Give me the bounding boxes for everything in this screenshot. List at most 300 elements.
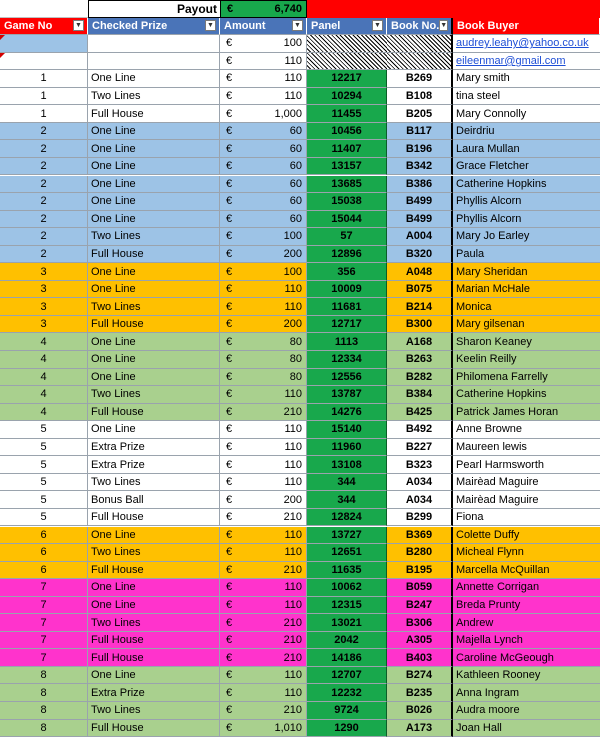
book-cell[interactable] <box>387 579 453 597</box>
amount-cell[interactable] <box>220 105 307 123</box>
book-cell[interactable] <box>387 193 453 211</box>
prize-cell[interactable] <box>88 228 220 246</box>
buyer-name: Mary smith <box>456 72 510 85</box>
buyer-cell[interactable] <box>453 228 600 246</box>
amount-cell[interactable] <box>220 228 307 246</box>
game-cell[interactable] <box>0 246 88 264</box>
panel-number: 12232 <box>331 686 362 699</box>
buyer-cell[interactable] <box>453 263 600 281</box>
amount-cell[interactable] <box>220 404 307 422</box>
prize-cell[interactable] <box>88 527 220 545</box>
game-number: 6 <box>40 563 47 576</box>
panel-cell[interactable] <box>307 684 387 702</box>
buyer-cell[interactable] <box>453 527 600 545</box>
game-cell[interactable] <box>0 333 88 351</box>
payout-value[interactable] <box>220 0 307 18</box>
book-number: B263 <box>405 353 433 366</box>
prize-cell[interactable] <box>88 404 220 422</box>
amount-cell[interactable] <box>220 491 307 509</box>
book-number: B369 <box>405 528 433 541</box>
panel-cell[interactable] <box>307 193 387 211</box>
buyer-name: Marcella McQuillan <box>456 563 550 576</box>
game-cell[interactable] <box>0 211 88 229</box>
game-cell[interactable] <box>0 140 88 158</box>
prize-name: One Line <box>91 581 136 594</box>
game-cell[interactable] <box>0 544 88 562</box>
book-cell[interactable] <box>387 720 453 738</box>
panel-cell[interactable] <box>307 702 387 720</box>
panel-cell[interactable] <box>307 439 387 457</box>
buyer-cell[interactable] <box>453 649 600 667</box>
book-cell[interactable] <box>387 456 453 474</box>
panel-cell[interactable] <box>307 281 387 299</box>
panel-cell[interactable] <box>307 70 387 88</box>
panel-cell[interactable] <box>307 123 387 141</box>
game-cell[interactable] <box>0 316 88 334</box>
prize-cell[interactable] <box>88 123 220 141</box>
amount-cell[interactable] <box>220 456 307 474</box>
game-cell[interactable] <box>0 491 88 509</box>
table-row <box>0 614 600 632</box>
game-cell[interactable] <box>0 667 88 685</box>
amount-cell[interactable] <box>220 562 307 580</box>
prize-cell[interactable] <box>88 474 220 492</box>
prize-cell[interactable] <box>88 53 220 71</box>
panel-cell[interactable] <box>307 720 387 738</box>
panel-cell[interactable] <box>307 632 387 650</box>
amount-value: 60 <box>289 125 302 138</box>
buyer-cell[interactable] <box>453 193 600 211</box>
book-cell[interactable] <box>387 597 453 615</box>
buyer-cell[interactable] <box>453 140 600 158</box>
filter-dropdown-icon[interactable]: ▼ <box>372 20 383 31</box>
buyer-cell[interactable] <box>453 35 600 53</box>
buyer-cell[interactable] <box>453 176 600 194</box>
prize-cell[interactable] <box>88 369 220 387</box>
game-cell[interactable] <box>0 527 88 545</box>
game-cell[interactable] <box>0 684 88 702</box>
game-cell[interactable] <box>0 263 88 281</box>
buyer-cell[interactable] <box>453 439 600 457</box>
header-label: Amount <box>224 19 266 32</box>
panel-cell[interactable] <box>307 649 387 667</box>
currency-symbol: € <box>226 511 233 524</box>
buyer-cell[interactable] <box>453 667 600 685</box>
book-number: B059 <box>405 581 433 594</box>
table-row <box>0 88 600 106</box>
game-cell[interactable] <box>0 123 88 141</box>
game-cell[interactable] <box>0 404 88 422</box>
amount-cell[interactable] <box>220 421 307 439</box>
amount-cell[interactable] <box>220 369 307 387</box>
buyer-cell[interactable] <box>453 544 600 562</box>
buyer-cell[interactable] <box>453 684 600 702</box>
book-cell[interactable] <box>387 88 453 106</box>
buyer-email-link[interactable]: audrey.leahy@yahoo.co.uk <box>456 37 589 50</box>
book-cell[interactable] <box>387 404 453 422</box>
prize-cell[interactable] <box>88 509 220 527</box>
buyer-cell[interactable] <box>453 88 600 106</box>
header-book-no[interactable] <box>387 18 453 36</box>
buyer-cell[interactable] <box>453 702 600 720</box>
panel-cell[interactable] <box>307 35 387 53</box>
panel-cell[interactable] <box>307 544 387 562</box>
amount-cell[interactable] <box>220 509 307 527</box>
book-cell[interactable] <box>387 176 453 194</box>
prize-cell[interactable] <box>88 667 220 685</box>
amount-cell[interactable] <box>220 211 307 229</box>
prize-cell[interactable] <box>88 105 220 123</box>
game-cell[interactable] <box>0 70 88 88</box>
book-cell[interactable] <box>387 702 453 720</box>
book-cell[interactable] <box>387 211 453 229</box>
prize-cell[interactable] <box>88 491 220 509</box>
buyer-email-link[interactable]: eileenmar@gmail.com <box>456 54 566 67</box>
amount-cell[interactable] <box>220 246 307 264</box>
prize-name: Extra Prize <box>91 686 145 699</box>
table-row <box>0 720 600 738</box>
currency-symbol: € <box>226 247 233 260</box>
filter-dropdown-icon[interactable]: ▼ <box>440 22 448 30</box>
amount-cell[interactable] <box>220 140 307 158</box>
prize-cell[interactable] <box>88 316 220 334</box>
prize-name: Two Lines <box>91 300 141 313</box>
prize-cell[interactable] <box>88 649 220 667</box>
prize-name: Two Lines <box>91 476 141 489</box>
prize-cell[interactable] <box>88 70 220 88</box>
game-cell[interactable] <box>0 88 88 106</box>
amount-cell[interactable] <box>220 158 307 176</box>
prize-name: Full House <box>91 634 144 647</box>
amount-cell[interactable] <box>220 123 307 141</box>
prize-cell[interactable] <box>88 281 220 299</box>
book-cell[interactable] <box>387 509 453 527</box>
game-cell[interactable] <box>0 614 88 632</box>
panel-cell[interactable] <box>307 351 387 369</box>
prize-name: One Line <box>91 370 136 383</box>
amount-cell[interactable] <box>220 88 307 106</box>
panel-cell[interactable] <box>307 246 387 264</box>
game-cell[interactable] <box>0 351 88 369</box>
table-row <box>0 632 600 650</box>
buyer-cell[interactable] <box>453 158 600 176</box>
panel-cell[interactable] <box>307 53 387 71</box>
panel-cell[interactable] <box>307 105 387 123</box>
buyer-cell[interactable] <box>453 632 600 650</box>
filter-dropdown-icon[interactable]: ▼ <box>205 20 216 31</box>
prize-cell[interactable] <box>88 720 220 738</box>
currency-symbol: € <box>226 230 233 243</box>
prize-cell[interactable] <box>88 140 220 158</box>
book-cell[interactable] <box>387 158 453 176</box>
game-cell[interactable] <box>0 439 88 457</box>
panel-number: 1290 <box>334 721 359 734</box>
prize-cell[interactable] <box>88 421 220 439</box>
buyer-cell[interactable] <box>453 720 600 738</box>
buyer-cell[interactable] <box>453 421 600 439</box>
filter-dropdown-icon[interactable]: ▼ <box>292 20 303 31</box>
buyer-cell[interactable] <box>453 211 600 229</box>
panel-number: 13021 <box>331 616 362 629</box>
prize-cell[interactable] <box>88 193 220 211</box>
amount-cell[interactable] <box>220 35 307 53</box>
amount-cell[interactable] <box>220 527 307 545</box>
amount-value: 60 <box>289 195 302 208</box>
amount-cell[interactable] <box>220 263 307 281</box>
panel-cell[interactable] <box>307 140 387 158</box>
book-cell[interactable] <box>387 123 453 141</box>
prize-cell[interactable] <box>88 246 220 264</box>
buyer-cell[interactable] <box>453 123 600 141</box>
amount-cell[interactable] <box>220 351 307 369</box>
buyer-cell[interactable] <box>453 351 600 369</box>
book-cell[interactable] <box>387 228 453 246</box>
panel-cell[interactable] <box>307 228 387 246</box>
book-cell[interactable] <box>387 70 453 88</box>
buyer-cell[interactable] <box>453 386 600 404</box>
panel-cell[interactable] <box>307 509 387 527</box>
game-cell[interactable] <box>0 158 88 176</box>
buyer-cell[interactable] <box>453 105 600 123</box>
game-cell[interactable] <box>0 632 88 650</box>
book-cell[interactable] <box>387 316 453 334</box>
prize-cell[interactable] <box>88 88 220 106</box>
book-cell[interactable] <box>387 53 453 71</box>
game-cell[interactable] <box>0 579 88 597</box>
header-game-no[interactable] <box>0 18 88 36</box>
header-checked-prize[interactable] <box>88 18 220 36</box>
panel-cell[interactable] <box>307 491 387 509</box>
panel-number: 13787 <box>331 388 362 401</box>
panel-number: 12217 <box>331 72 362 85</box>
book-cell[interactable] <box>387 562 453 580</box>
panel-cell[interactable] <box>307 456 387 474</box>
amount-cell[interactable] <box>220 544 307 562</box>
buyer-cell[interactable] <box>453 298 600 316</box>
prize-cell[interactable] <box>88 35 220 53</box>
game-cell[interactable] <box>0 369 88 387</box>
filter-dropdown-icon[interactable]: ▼ <box>73 20 84 31</box>
prize-cell[interactable] <box>88 597 220 615</box>
payout-label[interactable] <box>88 0 220 18</box>
book-cell[interactable] <box>387 649 453 667</box>
amount-cell[interactable] <box>220 70 307 88</box>
book-cell[interactable] <box>387 333 453 351</box>
amount-cell[interactable] <box>220 667 307 685</box>
game-cell[interactable] <box>0 35 88 53</box>
prize-cell[interactable] <box>88 456 220 474</box>
prize-cell[interactable] <box>88 684 220 702</box>
book-number: B026 <box>405 704 433 717</box>
buyer-cell[interactable] <box>453 597 600 615</box>
prize-cell[interactable] <box>88 298 220 316</box>
table-row <box>0 491 600 509</box>
amount-cell[interactable] <box>220 193 307 211</box>
panel-cell[interactable] <box>307 562 387 580</box>
buyer-cell[interactable] <box>453 491 600 509</box>
amount-cell[interactable] <box>220 316 307 334</box>
game-cell[interactable] <box>0 562 88 580</box>
amount-cell[interactable] <box>220 702 307 720</box>
buyer-cell[interactable] <box>453 579 600 597</box>
game-cell[interactable] <box>0 176 88 194</box>
header-label: Book Buyer <box>457 19 519 32</box>
panel-cell[interactable] <box>307 614 387 632</box>
amount-cell[interactable] <box>220 614 307 632</box>
panel-cell[interactable] <box>307 176 387 194</box>
book-cell[interactable] <box>387 105 453 123</box>
panel-number: 13727 <box>331 528 362 541</box>
amount-cell[interactable] <box>220 597 307 615</box>
game-cell[interactable] <box>0 228 88 246</box>
book-cell[interactable] <box>387 421 453 439</box>
book-cell[interactable] <box>387 386 453 404</box>
panel-cell[interactable] <box>307 316 387 334</box>
panel-cell[interactable] <box>307 88 387 106</box>
prize-name: Two Lines <box>91 704 141 717</box>
empty-cell[interactable] <box>0 0 88 18</box>
amount-cell[interactable] <box>220 281 307 299</box>
book-cell[interactable] <box>387 474 453 492</box>
amount-cell[interactable] <box>220 684 307 702</box>
panel-cell[interactable] <box>307 527 387 545</box>
panel-cell[interactable] <box>307 158 387 176</box>
game-cell[interactable] <box>0 702 88 720</box>
amount-cell[interactable] <box>220 298 307 316</box>
game-cell[interactable] <box>0 298 88 316</box>
header-label: Checked Prize <box>92 19 168 32</box>
prize-cell[interactable] <box>88 562 220 580</box>
panel-cell[interactable] <box>307 667 387 685</box>
game-cell[interactable] <box>0 193 88 211</box>
book-cell[interactable] <box>387 35 453 53</box>
amount-cell[interactable] <box>220 579 307 597</box>
panel-cell[interactable] <box>307 474 387 492</box>
panel-number: 1113 <box>334 335 359 348</box>
amount-value: 110 <box>284 598 302 611</box>
header-book-buyer[interactable] <box>453 18 600 36</box>
buyer-cell[interactable] <box>453 509 600 527</box>
book-cell[interactable] <box>387 246 453 264</box>
buyer-cell[interactable] <box>453 70 600 88</box>
game-cell[interactable] <box>0 474 88 492</box>
book-cell[interactable] <box>387 439 453 457</box>
prize-cell[interactable] <box>88 702 220 720</box>
book-cell[interactable] <box>387 263 453 281</box>
game-cell[interactable] <box>0 456 88 474</box>
prize-cell[interactable] <box>88 386 220 404</box>
currency-symbol: € <box>226 370 233 383</box>
buyer-cell[interactable] <box>453 562 600 580</box>
book-cell[interactable] <box>387 351 453 369</box>
amount-cell[interactable] <box>220 439 307 457</box>
book-cell[interactable] <box>387 369 453 387</box>
amount-cell[interactable] <box>220 333 307 351</box>
table-row <box>0 702 600 720</box>
panel-cell[interactable] <box>307 211 387 229</box>
payout-row <box>0 0 600 18</box>
amount-cell[interactable] <box>220 53 307 71</box>
header-amount[interactable] <box>220 18 307 36</box>
book-cell[interactable] <box>387 614 453 632</box>
prize-cell[interactable] <box>88 439 220 457</box>
game-cell[interactable] <box>0 281 88 299</box>
panel-cell[interactable] <box>307 579 387 597</box>
prize-cell[interactable] <box>88 351 220 369</box>
prize-cell[interactable] <box>88 263 220 281</box>
game-cell[interactable] <box>0 421 88 439</box>
prize-cell[interactable] <box>88 176 220 194</box>
buyer-cell[interactable] <box>453 281 600 299</box>
amount-cell[interactable] <box>220 176 307 194</box>
amount-cell[interactable] <box>220 386 307 404</box>
panel-cell[interactable] <box>307 404 387 422</box>
book-cell[interactable] <box>387 544 453 562</box>
buyer-cell[interactable] <box>453 53 600 71</box>
game-cell[interactable] <box>0 720 88 738</box>
buyer-name: Micheal Flynn <box>456 546 524 559</box>
panel-cell[interactable] <box>307 597 387 615</box>
prize-cell[interactable] <box>88 614 220 632</box>
panel-cell[interactable] <box>307 333 387 351</box>
panel-cell[interactable] <box>307 298 387 316</box>
game-cell[interactable] <box>0 386 88 404</box>
currency-symbol: € <box>226 616 233 629</box>
buyer-cell[interactable] <box>453 456 600 474</box>
buyer-cell[interactable] <box>453 369 600 387</box>
game-cell[interactable] <box>0 597 88 615</box>
buyer-cell[interactable] <box>453 246 600 264</box>
game-cell[interactable] <box>0 105 88 123</box>
prize-cell[interactable] <box>88 544 220 562</box>
book-cell[interactable] <box>387 632 453 650</box>
table-row <box>0 140 600 158</box>
amount-cell[interactable] <box>220 649 307 667</box>
book-cell[interactable] <box>387 667 453 685</box>
prize-cell[interactable] <box>88 632 220 650</box>
book-cell[interactable] <box>387 527 453 545</box>
buyer-cell[interactable] <box>453 404 600 422</box>
amount-cell[interactable] <box>220 632 307 650</box>
prize-cell[interactable] <box>88 158 220 176</box>
buyer-cell[interactable] <box>453 614 600 632</box>
currency-symbol: € <box>226 353 233 366</box>
game-cell[interactable] <box>0 53 88 71</box>
book-number: B205 <box>405 107 433 120</box>
book-cell[interactable] <box>387 684 453 702</box>
prize-cell[interactable] <box>88 211 220 229</box>
panel-cell[interactable] <box>307 386 387 404</box>
buyer-cell[interactable] <box>453 333 600 351</box>
red-banner[interactable] <box>307 0 600 18</box>
book-cell[interactable] <box>387 491 453 509</box>
prize-cell[interactable] <box>88 579 220 597</box>
book-cell[interactable] <box>387 140 453 158</box>
prize-cell[interactable] <box>88 333 220 351</box>
header-panel[interactable] <box>307 18 387 36</box>
game-cell[interactable] <box>0 509 88 527</box>
panel-cell[interactable] <box>307 263 387 281</box>
game-cell[interactable] <box>0 649 88 667</box>
book-cell[interactable] <box>387 298 453 316</box>
amount-cell[interactable] <box>220 474 307 492</box>
panel-cell[interactable] <box>307 421 387 439</box>
buyer-cell[interactable] <box>453 474 600 492</box>
buyer-cell[interactable] <box>453 316 600 334</box>
panel-cell[interactable] <box>307 369 387 387</box>
book-cell[interactable] <box>387 281 453 299</box>
amount-cell[interactable] <box>220 720 307 738</box>
